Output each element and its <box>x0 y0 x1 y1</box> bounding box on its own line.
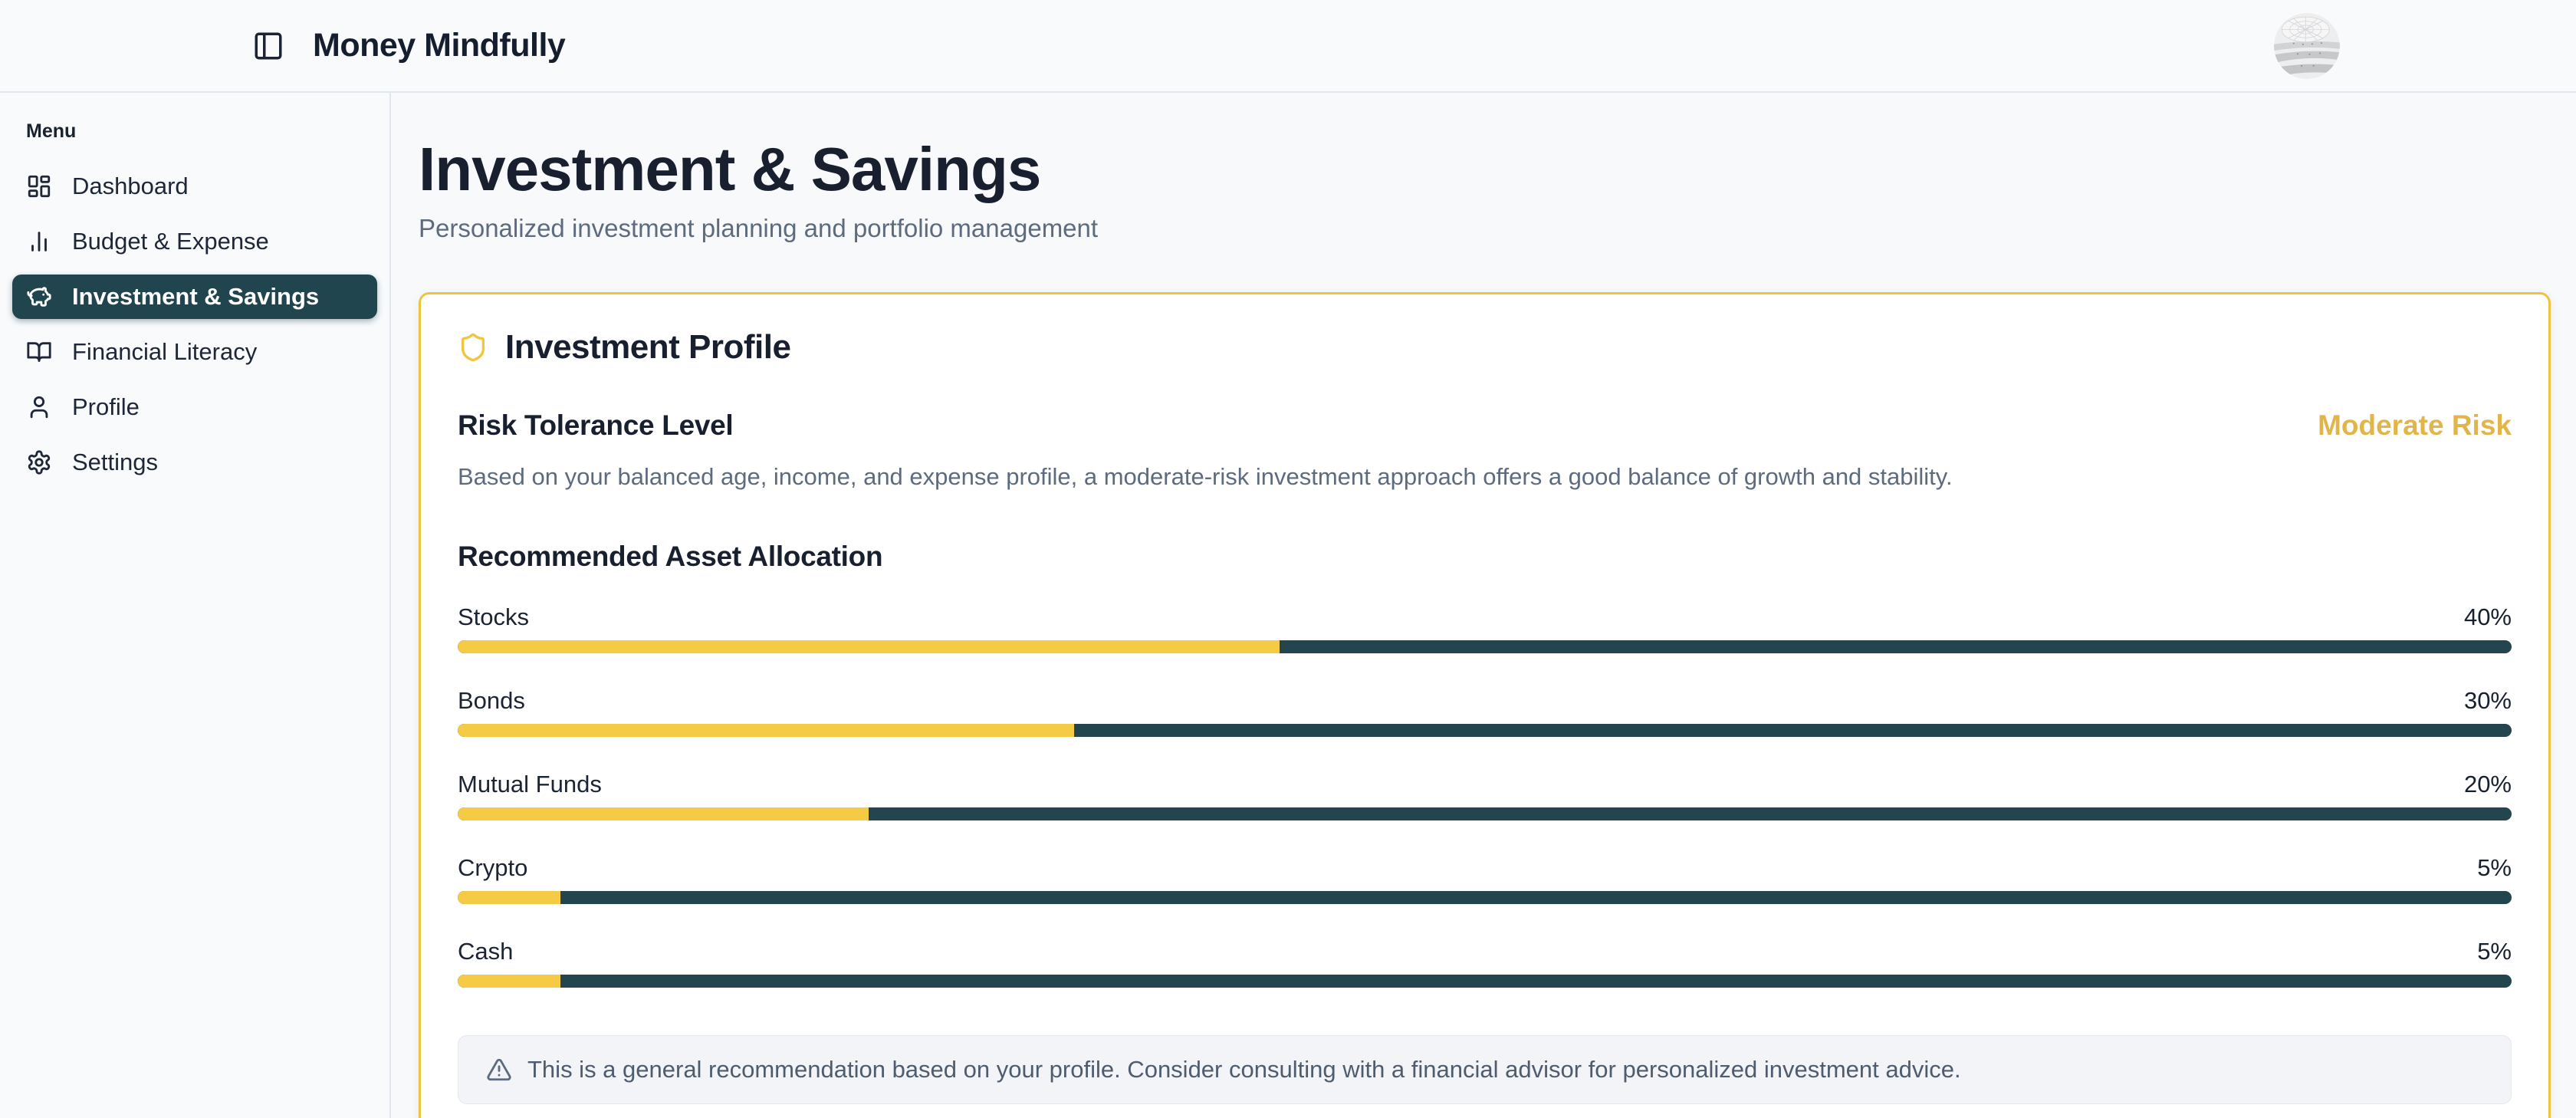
sidebar-item-dashboard[interactable] <box>12 164 377 209</box>
allocation-bar-fill <box>458 891 560 904</box>
allocation-percent: 30% <box>2463 687 2512 715</box>
allocation-bar-fill <box>458 724 1074 737</box>
sidebar <box>0 93 391 1118</box>
allocation-bar-fill <box>458 807 869 820</box>
allocation-percent: 5% <box>2477 938 2512 965</box>
disclaimer-text: This is a general recommendation based on your profile. Consider consulting with a financial advisor for personalized investment advice. <box>527 1056 1961 1083</box>
card-header <box>458 328 2512 367</box>
allocation-name: Crypto <box>458 854 528 882</box>
bar-chart-icon <box>26 229 52 255</box>
page-subtitle: Personalized investment planning and portfolio management <box>419 214 1099 242</box>
sidebar-item-budget-expense[interactable] <box>12 219 377 264</box>
sidebar-item-label: Profile <box>72 393 140 420</box>
sidebar-item-settings[interactable] <box>12 440 377 485</box>
risk-tolerance-row <box>458 409 2512 442</box>
sidebar-item-investment-savings[interactable] <box>12 275 377 319</box>
allocation-name: Stocks <box>458 603 530 631</box>
panel-left-icon <box>252 30 284 62</box>
shield-icon <box>458 332 488 363</box>
user-icon <box>26 394 52 420</box>
allocation-bar-track <box>458 975 2512 988</box>
book-open-icon <box>26 339 52 365</box>
sidebar-item-profile[interactable] <box>12 385 377 429</box>
sidebar-item-label: Financial Literacy <box>72 338 258 365</box>
layout-dashboard-icon <box>26 173 52 199</box>
disclaimer-note <box>458 1035 2512 1104</box>
allocation-bar-fill <box>458 640 1280 653</box>
allocation-percent: 20% <box>2463 771 2512 798</box>
allocation-heading: Recommended Asset Allocation <box>458 541 883 573</box>
top-header <box>0 0 2576 93</box>
sidebar-item-financial-literacy[interactable] <box>12 330 377 374</box>
allocation-name: Cash <box>458 938 514 965</box>
allocation-bar-track <box>458 807 2512 820</box>
gear-icon <box>26 449 52 475</box>
avatar-image <box>2274 13 2340 79</box>
sidebar-toggle-button[interactable] <box>244 21 293 71</box>
allocation-bar-track <box>458 640 2512 653</box>
sidebar-item-label: Dashboard <box>72 173 189 199</box>
page-title: Investment & Savings <box>419 135 1041 203</box>
allocation-row-stocks <box>458 603 2512 653</box>
risk-tolerance-heading: Risk Tolerance Level <box>458 409 734 441</box>
sidebar-group-label: Menu <box>26 120 77 142</box>
allocation-bar-track <box>458 724 2512 737</box>
allocation-name: Mutual Funds <box>458 771 602 798</box>
allocation-bar-fill <box>458 975 560 988</box>
risk-level-badge: Moderate Risk <box>2318 409 2512 441</box>
app-title: Money Mindfully <box>313 27 566 64</box>
triangle-alert-icon <box>486 1057 512 1083</box>
avatar[interactable] <box>2274 13 2340 79</box>
piggy-bank-icon <box>26 284 52 310</box>
sidebar-nav <box>12 164 377 485</box>
allocation-row-mutual-funds <box>458 771 2512 820</box>
allocation-percent: 5% <box>2477 854 2512 882</box>
allocation-percent: 40% <box>2463 603 2512 631</box>
allocation-name: Bonds <box>458 687 525 715</box>
main-content <box>391 93 2576 1118</box>
sidebar-item-label: Investment & Savings <box>72 283 320 310</box>
allocation-row-crypto <box>458 854 2512 904</box>
allocation-list <box>458 603 2512 988</box>
card-title: Investment Profile <box>505 328 791 366</box>
risk-description: Based on your balanced age, income, and expense profile, a moderate-risk investment approach offers a good balance of growth and stability. <box>458 463 1953 490</box>
sidebar-item-label: Budget & Expense <box>72 228 269 255</box>
allocation-row-cash <box>458 938 2512 988</box>
sidebar-item-label: Settings <box>72 449 159 475</box>
allocation-row-bonds <box>458 687 2512 737</box>
allocation-bar-track <box>458 891 2512 904</box>
investment-profile-card <box>419 292 2551 1118</box>
